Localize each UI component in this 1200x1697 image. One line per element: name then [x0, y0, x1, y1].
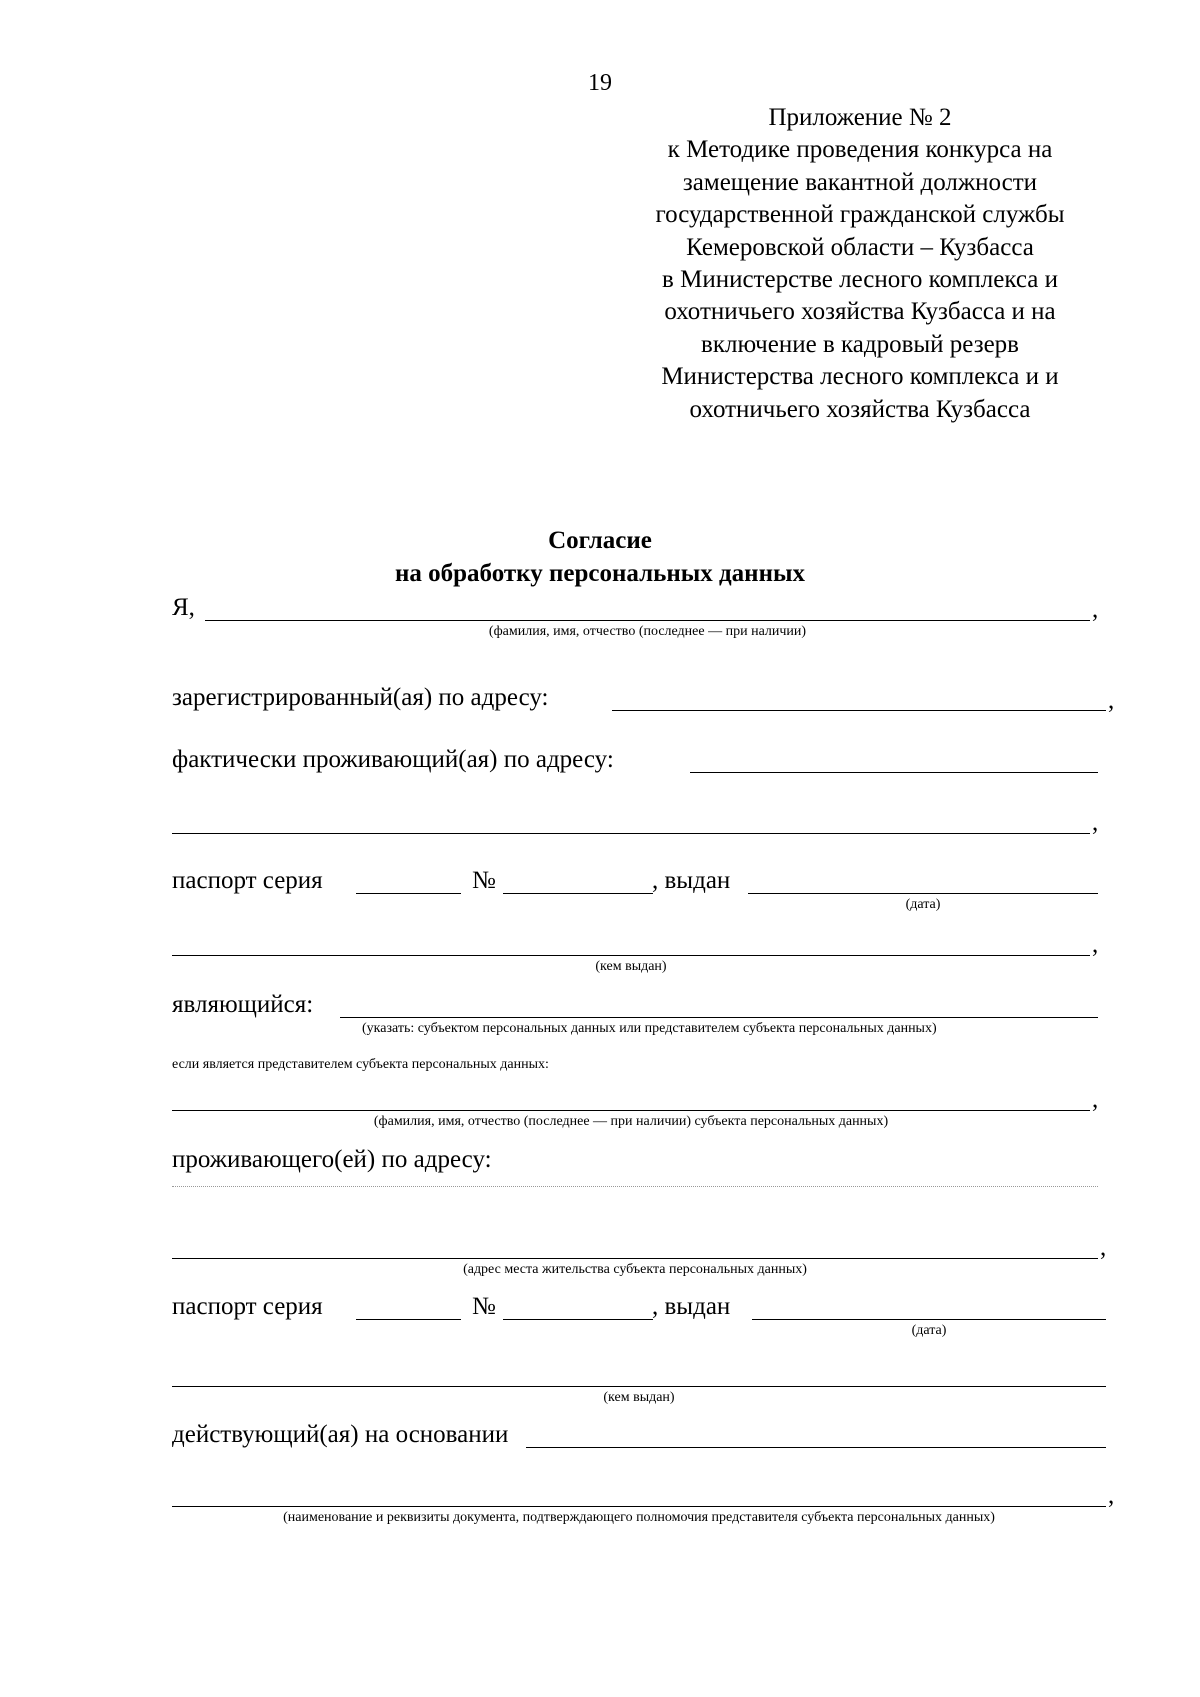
actual-address-comma: , — [1092, 809, 1099, 836]
subject-living-label: проживающего(ей) по адресу: — [172, 1146, 492, 1173]
registered-address-field[interactable] — [612, 710, 1106, 711]
passport-issued-by-caption: (кем выдан) — [595, 959, 667, 974]
page-number: 19 — [588, 70, 612, 96]
subject-address-caption: (адрес места жительства субъекта персональных данных) — [463, 1262, 807, 1277]
document-title: Согласие — [548, 527, 652, 554]
subject-passport-issue-date-field[interactable] — [752, 1319, 1106, 1320]
representative-document-caption: (наименование и реквизиты документа, подтверждающего полномочия представителя субъекта персональных данных) — [283, 1510, 995, 1525]
subject-fio-field[interactable] — [172, 1110, 1090, 1111]
representative-note: если является представителем субъекта персональных данных: — [172, 1057, 549, 1072]
acting-basis-field[interactable] — [526, 1447, 1106, 1448]
passport-issued-label: , выдан — [652, 867, 731, 894]
subject-address-field-continued[interactable] — [172, 1258, 1098, 1259]
subject-passport-series-label: паспорт серия — [172, 1293, 323, 1320]
representative-document-comma: , — [1108, 1482, 1115, 1509]
appendix-line: охотничьего хозяйства Кузбасса — [689, 395, 1031, 423]
passport-series-field[interactable] — [356, 893, 461, 894]
registered-address-comma: , — [1108, 687, 1115, 714]
subject-passport-issued-by-caption: (кем выдан) — [603, 1390, 675, 1405]
passport-issue-date-field[interactable] — [748, 893, 1098, 894]
passport-series-label: паспорт серия — [172, 867, 323, 894]
passport-issued-by-field[interactable] — [172, 955, 1090, 956]
passport-date-caption: (дата) — [905, 897, 941, 912]
document-subtitle: на обработку персональных данных — [395, 560, 805, 587]
appendix-line: включение в кадровый резерв — [701, 330, 1019, 358]
appendix-line: в Министерстве лесного комплекса и — [662, 266, 1058, 294]
subject-address-comma: , — [1100, 1234, 1107, 1261]
subject-fio-caption: (фамилия, имя, отчество (последнее — при наличии) субъекта персональных данных) — [373, 1114, 889, 1129]
passport-number-sign: № — [472, 867, 496, 894]
appendix-line: Приложение № 2 — [768, 104, 952, 131]
appendix-line: Министерства лесного комплекса и и — [661, 363, 1059, 391]
actual-address-field-continued[interactable] — [172, 833, 1090, 834]
subject-fio-comma: , — [1092, 1086, 1099, 1113]
subject-passport-series-field[interactable] — [356, 1319, 461, 1320]
being-label: являющийся: — [172, 991, 314, 1018]
appendix-line: к Методике проведения конкурса на — [667, 136, 1053, 164]
actual-address-label: фактически проживающий(ая) по адресу: — [172, 746, 614, 773]
fio-caption: (фамилия, имя, отчество (последнее — при наличии) — [488, 624, 807, 639]
subject-address-field[interactable] — [172, 1186, 1098, 1187]
representative-document-field[interactable] — [172, 1506, 1106, 1507]
registered-address-label: зарегистрированный(ая) по адресу: — [172, 684, 549, 711]
i-label: Я, — [172, 594, 195, 621]
being-caption: (указать: субъектом персональных данных или представителем субъекта персональных данных) — [362, 1021, 937, 1036]
subject-passport-issued-by-field[interactable] — [172, 1386, 1106, 1387]
subject-passport-number-field[interactable] — [503, 1319, 653, 1320]
passport-issued-by-comma: , — [1092, 931, 1099, 958]
subject-passport-date-caption: (дата) — [911, 1323, 947, 1338]
appendix-line: охотничьего хозяйства Кузбасса и на — [664, 298, 1056, 326]
appendix-line: Кемеровской области – Кузбасса — [686, 233, 1034, 261]
subject-passport-number-sign: № — [472, 1293, 496, 1320]
actual-address-field[interactable] — [690, 772, 1098, 773]
fio-field[interactable] — [205, 620, 1090, 621]
fio-comma: , — [1092, 596, 1099, 623]
passport-number-field[interactable] — [503, 893, 653, 894]
appendix-header — [620, 102, 1100, 426]
appendix-line: замещение вакантной должности — [682, 168, 1038, 196]
subject-passport-issued-label: , выдан — [652, 1293, 731, 1320]
appendix-line: государственной гражданской службы — [655, 201, 1065, 229]
acting-basis-label: действующий(ая) на основании — [172, 1421, 509, 1448]
being-field[interactable] — [340, 1017, 1098, 1018]
